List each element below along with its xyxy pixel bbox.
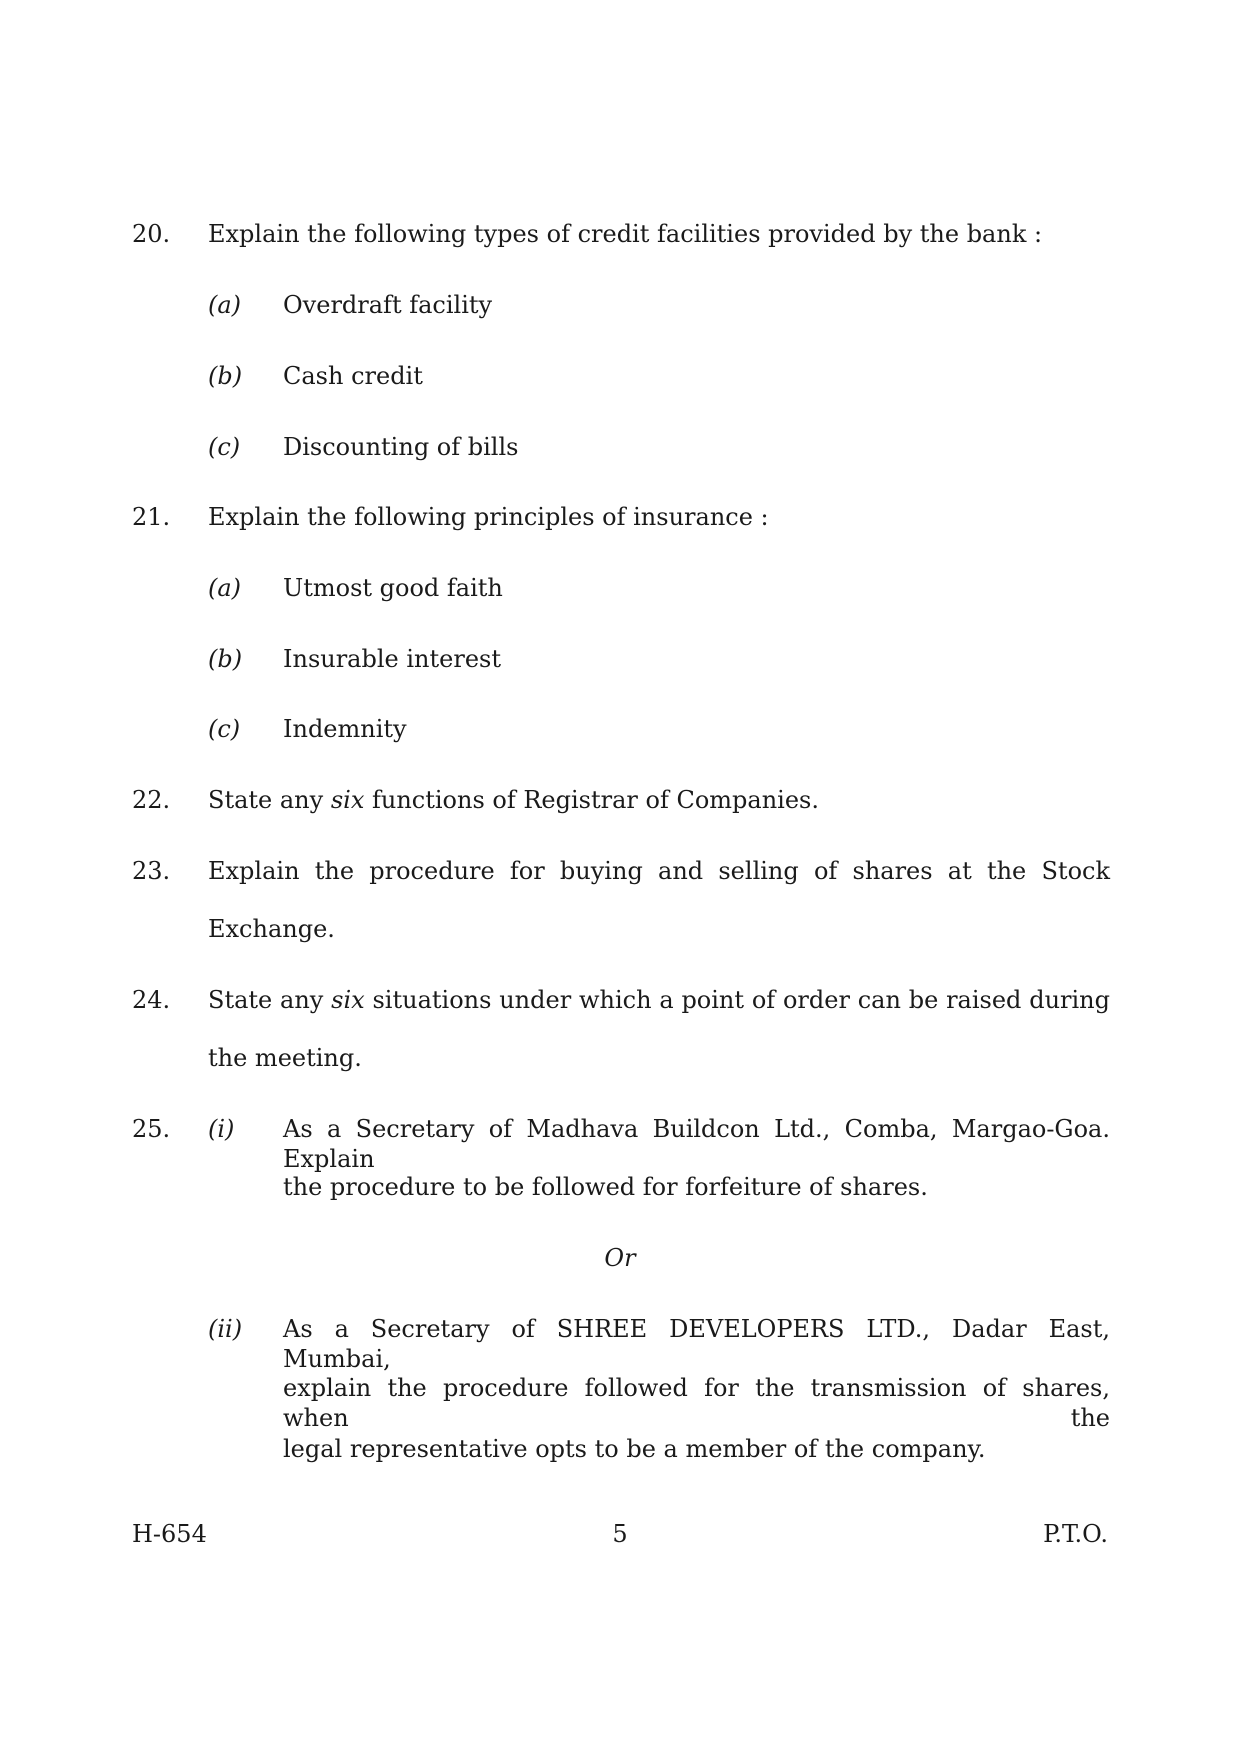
- question-23-number: 23.: [132, 857, 171, 885]
- question-25-part-ii-line-2: explain the procedure followed for the transmission of shares, when the: [283, 1374, 1110, 1432]
- question-20-item-a-text: Overdraft facility: [283, 291, 493, 319]
- question-21-item-c-text: Indemnity: [283, 715, 407, 743]
- question-25-part-ii-line-1: As a Secretary of SHREE DEVELOPERS LTD., Dadar East, Mumbai,: [283, 1315, 1110, 1373]
- question-21-number: 21.: [132, 503, 171, 531]
- question-25-part-i-line-1: As a Secretary of Madhava Buildcon Ltd., Comba, Margao-Goa. Explain: [283, 1115, 1110, 1173]
- question-20-item-b-label: (b): [208, 362, 243, 390]
- question-20-text: Explain the following types of credit facilities provided by the bank :: [208, 220, 1043, 248]
- question-25-part-ii-line-3: legal representative opts to be a member of the company.: [283, 1435, 986, 1463]
- page-number: 5: [612, 1520, 628, 1548]
- question-20-item-b-text: Cash credit: [283, 362, 423, 390]
- question-25-part-i-label: (i): [208, 1115, 235, 1143]
- question-21-item-c-label: (c): [208, 715, 241, 743]
- question-20-item-a-label: (a): [208, 291, 242, 319]
- question-25-part-i-line-2: the procedure to be followed for forfeiture of shares.: [283, 1173, 928, 1201]
- paper-code: H-654: [132, 1520, 207, 1548]
- question-21-text: Explain the following principles of insurance :: [208, 503, 769, 531]
- question-22-emphasis: six: [330, 786, 365, 814]
- question-24-number: 24.: [132, 986, 171, 1014]
- question-21-item-a-label: (a): [208, 574, 242, 602]
- question-23-line-2: Exchange.: [208, 915, 335, 943]
- question-24-line-2: the meeting.: [208, 1044, 362, 1072]
- or-separator: Or: [604, 1244, 636, 1272]
- question-22-number: 22.: [132, 786, 171, 814]
- question-25-part-ii-label: (ii): [208, 1315, 243, 1343]
- question-25-number: 25.: [132, 1115, 171, 1143]
- question-24-emphasis: six: [331, 986, 365, 1014]
- question-23-line-1: Explain the procedure for buying and selling of shares at the Stock: [208, 857, 1110, 885]
- question-20-item-c-text: Discounting of bills: [283, 433, 519, 461]
- please-turn-over: P.T.O.: [1043, 1520, 1108, 1548]
- question-24-line-1: State any six situations under which a point of order can be raised during: [208, 986, 1110, 1014]
- question-21-item-b-label: (b): [208, 645, 243, 673]
- question-20-item-c-label: (c): [208, 433, 241, 461]
- question-22-text: State any six functions of Registrar of Companies.: [208, 786, 819, 814]
- question-20-number: 20.: [132, 220, 171, 248]
- question-21-item-a-text: Utmost good faith: [283, 574, 503, 602]
- question-21-item-b-text: Insurable interest: [283, 645, 501, 673]
